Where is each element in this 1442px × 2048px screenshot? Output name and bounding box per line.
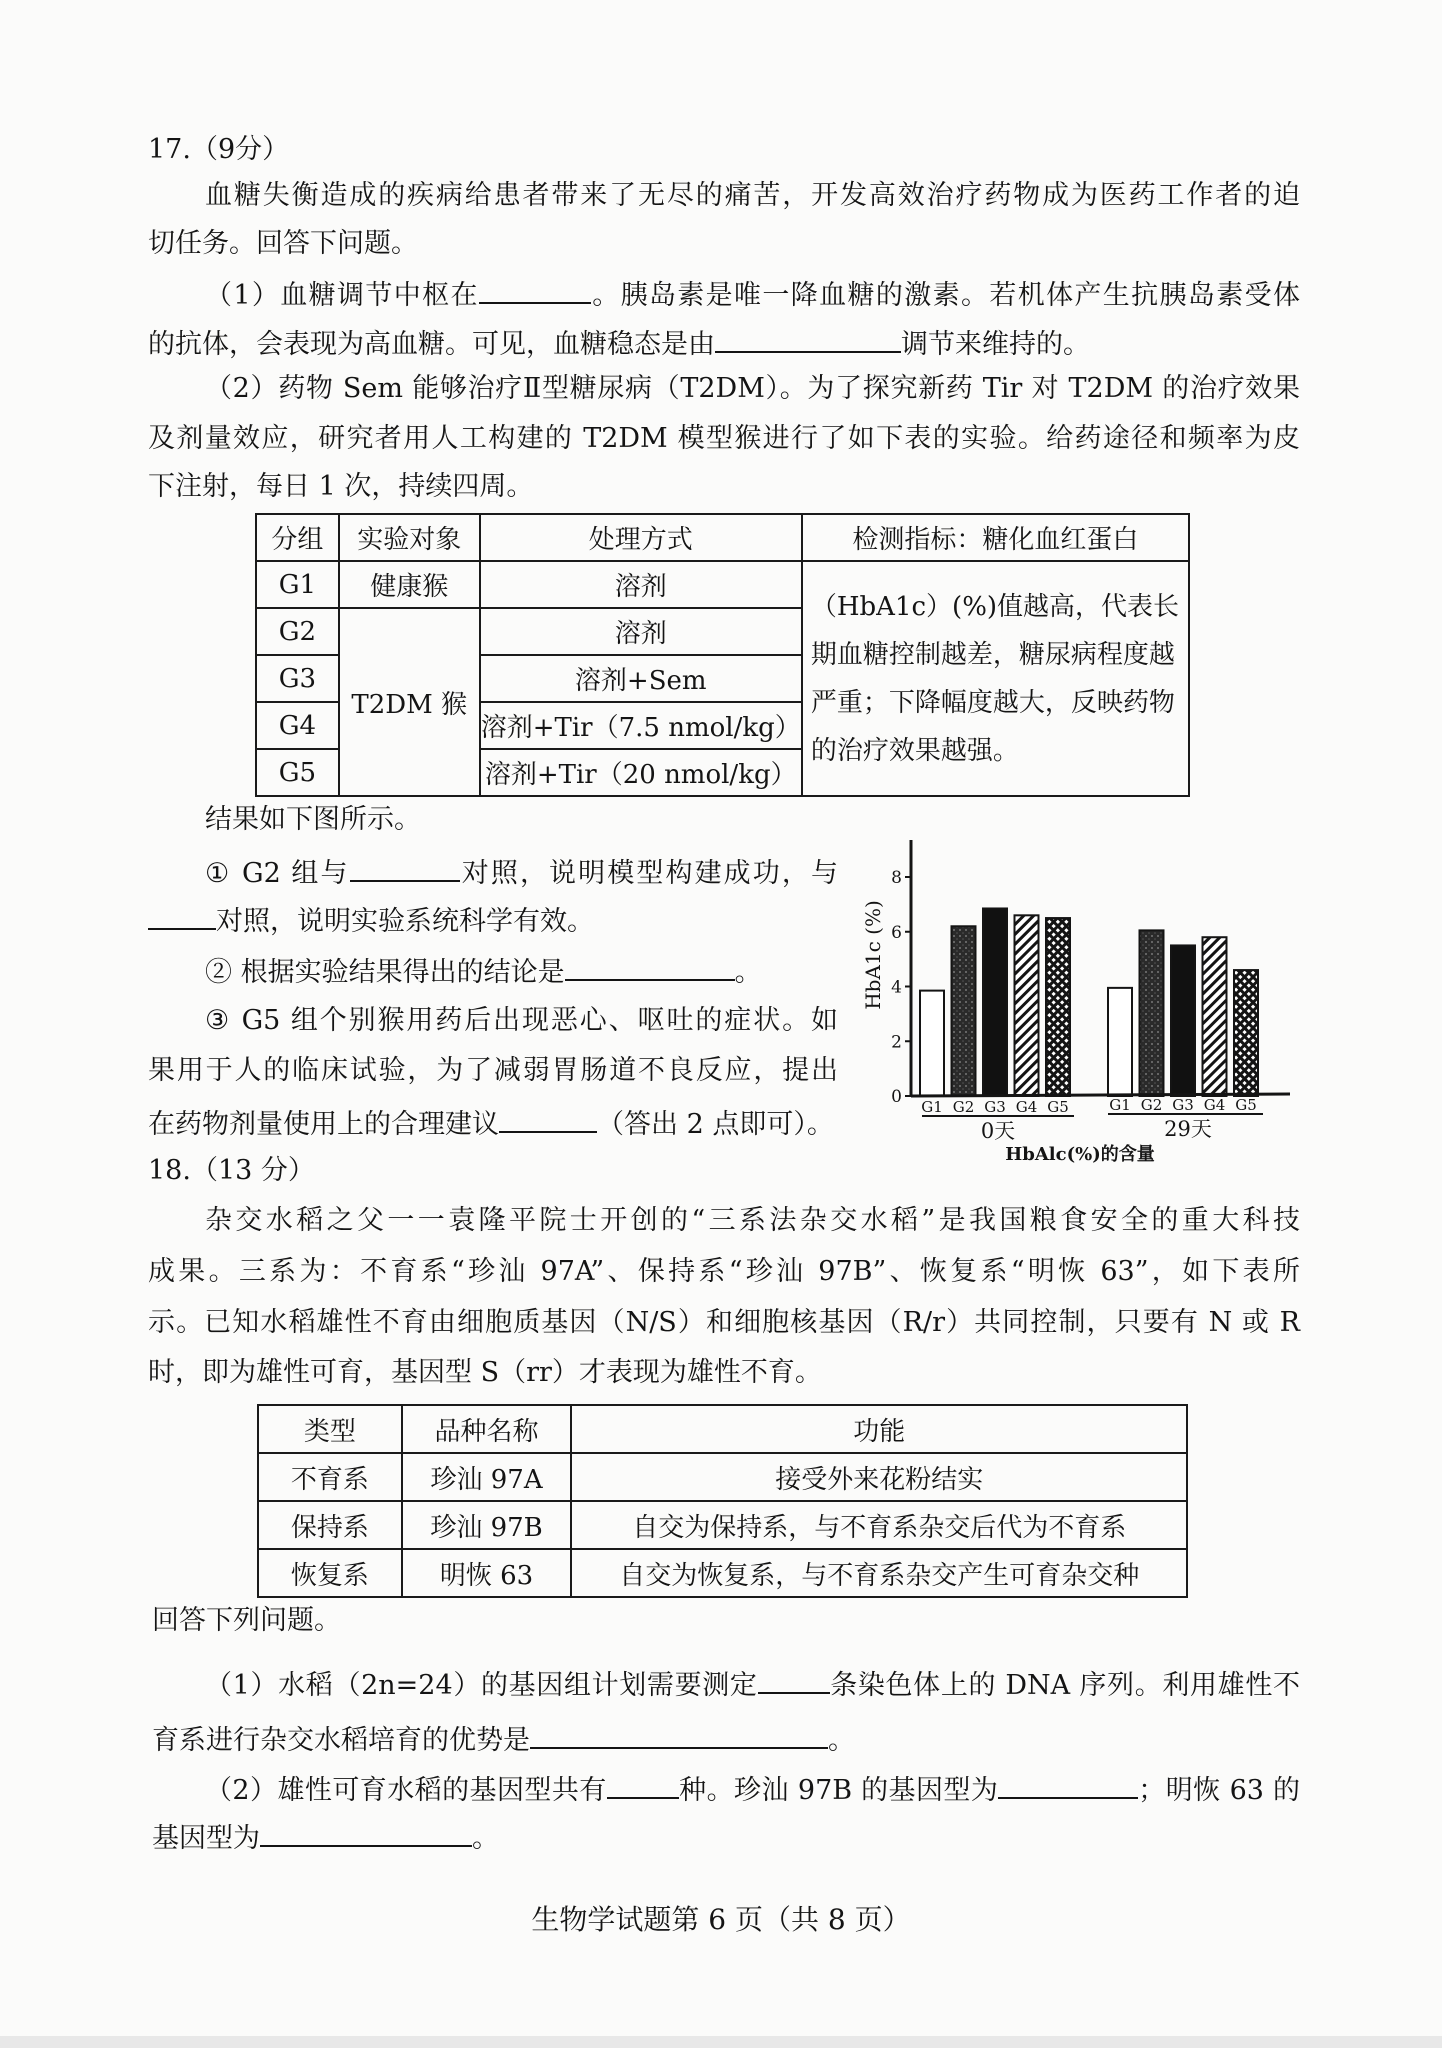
q18-p1-text-b: 条染色体上的 DNA 序列。利用雄性不: [829, 1670, 1300, 1701]
treatment-cell: 溶剂+Tir（20 nmol/kg）: [480, 749, 802, 796]
q17-p1-text-c: 的抗体，会表现为高血糖。可见，血糖稳态是由: [148, 329, 715, 360]
bar-29天-G1: [1108, 988, 1132, 1096]
table-header-row: [256, 514, 1189, 561]
q17-intro-line2: 切任务。回答下问题。: [148, 228, 418, 259]
treatment-cell: 溶剂: [480, 561, 802, 608]
bar-29天-G4: [1203, 937, 1227, 1096]
x-tick-label: G2: [952, 1098, 975, 1116]
answer-blank[interactable]: [565, 949, 735, 981]
header-cell: 处理方式: [480, 514, 802, 561]
q17-intro-line1: 血糖失衡造成的疾病给患者带来了无尽的痛苦，开发高效治疗药物成为医药工作者的迫: [205, 180, 1300, 211]
group-cell: G3: [256, 655, 339, 702]
function-cell: 自交为恢复系，与不育系杂交产生可育杂交种: [571, 1549, 1187, 1597]
bar-29天-G5: [1234, 970, 1258, 1096]
table-row: [258, 1501, 1187, 1549]
q18-title: 18.（13 分）: [148, 1155, 315, 1186]
chart-title: HbAlc(%)的含量: [1005, 1144, 1155, 1165]
q17-part2-line3: 下注射，每日 1 次，持续四周。: [148, 471, 534, 502]
answer-blank[interactable]: [998, 1767, 1138, 1799]
q17-c3-line2: 果用于人的临床试验，为了减弱胃肠道不良反应，提出: [148, 1055, 838, 1086]
treatment-cell: 溶剂+Tir（7.5 nmol/kg）: [480, 702, 802, 749]
answer-blank[interactable]: [530, 1717, 828, 1749]
q18-p1-text-a: （1）水稻（2n=24）的基因组计划需要测定: [205, 1670, 758, 1701]
q18-part1-line2: [152, 1717, 1304, 1757]
type-cell: 恢复系: [258, 1549, 402, 1597]
q18-intro-line1: 杂交水稻之父一一袁隆平院士开创的“三系法杂交水稻”是我国粮食安全的重大科技: [205, 1205, 1300, 1236]
x-tick-label: G1: [1109, 1096, 1131, 1114]
header-cell: 检测指标：糖化血红蛋白: [802, 514, 1189, 561]
group-label-0: 0天: [980, 1119, 1016, 1143]
x-tick-label: G4: [1203, 1096, 1226, 1114]
q17-c3-line3: [148, 1101, 848, 1141]
q17-p1-text-d: 调节来维持的。: [901, 329, 1090, 360]
bar-0天-G3: [983, 908, 1007, 1096]
y-tick-label: 2: [891, 1032, 902, 1053]
x-tick-label: G3: [1172, 1096, 1194, 1114]
q18-part2-line2: [152, 1815, 1304, 1855]
answer-blank[interactable]: [607, 1767, 679, 1799]
group-cell: G2: [256, 608, 339, 655]
q18-p2-text-a: （2）雄性可育水稻的基因型共有: [205, 1775, 607, 1806]
answer-blank[interactable]: [479, 272, 591, 304]
q17-c1-line1: [205, 850, 838, 890]
variety-cell: 珍汕 97A: [402, 1453, 572, 1501]
answer-blank[interactable]: [758, 1662, 830, 1694]
table-row: [258, 1453, 1187, 1501]
y-tick-label: 0: [891, 1087, 902, 1107]
x-tick-label: G4: [1015, 1098, 1038, 1116]
q18-p2-text-d: 基因型为: [152, 1823, 260, 1854]
bar-0天-G5: [1046, 918, 1070, 1096]
q18-p2-text-e: 。: [472, 1823, 499, 1854]
variety-cell: 珍汕 97B: [402, 1501, 572, 1549]
scan-edge: [0, 2036, 1442, 2048]
y-tick-label: 4: [891, 977, 902, 998]
x-tick-label: G1: [921, 1098, 943, 1116]
bar-29天-G3: [1171, 945, 1195, 1096]
q17-c6-text-b: （答出 2 点即可）。: [597, 1109, 834, 1140]
y-axis-label: HbA1c (%): [861, 900, 885, 1010]
x-tick-label: G2: [1140, 1096, 1163, 1114]
group-cell: G1: [256, 561, 339, 608]
table-row: [258, 1549, 1187, 1597]
q17-c2-line: [205, 949, 838, 989]
q17-part1-line2: [148, 321, 1300, 361]
bar-0天-G1: [920, 991, 944, 1096]
q17-p1-text-b: 。胰岛素是唯一降血糖的激素。若机体产生抗胰岛素受体: [590, 280, 1300, 311]
experiment-table: [255, 513, 1190, 797]
q17-c1-text-b: 对照，说明模型构建成功，与: [459, 858, 838, 889]
answer-blank[interactable]: [499, 1101, 597, 1133]
q18-intro-line3: 示。已知水稻雄性不育由细胞质基因（N/S）和细胞核基因（R/r）共同控制，只要有 N 或 R: [148, 1307, 1300, 1338]
type-cell: 不育系: [258, 1453, 402, 1501]
header-cell: 分组: [256, 514, 339, 561]
q18-answer-prompt: 回答下列问题。: [152, 1605, 341, 1636]
treatment-cell: 溶剂+Sem: [480, 655, 802, 702]
header-cell: 功能: [571, 1405, 1187, 1453]
group-cell: G4: [256, 702, 339, 749]
variety-cell: 明恢 63: [402, 1549, 572, 1597]
page-footer: 生物学试题第 6 页（共 8 页）: [531, 1903, 911, 1936]
answer-blank[interactable]: [260, 1815, 472, 1847]
x-tick-label: G5: [1047, 1098, 1069, 1116]
treatment-cell: 溶剂: [480, 608, 802, 655]
q17-title: 17.（9分）: [148, 134, 290, 165]
answer-blank[interactable]: [148, 898, 216, 930]
q18-intro-line4: 时，即为雄性可育，基因型 S（rr）才表现为雄性不育。: [148, 1357, 822, 1388]
function-cell: 自交为保持系，与不育系杂交后代为不育系: [571, 1501, 1187, 1549]
x-axis: [911, 1094, 1290, 1096]
table-row: [256, 561, 1189, 608]
q18-part1-line1: [205, 1662, 1300, 1702]
q18-p2-text-b: 种。珍汕 97B 的基因型为: [678, 1775, 999, 1806]
bar-0天-G4: [1015, 915, 1039, 1096]
header-cell: 实验对象: [339, 514, 480, 561]
q18-part2-line1: [205, 1767, 1300, 1807]
answer-blank[interactable]: [350, 850, 460, 882]
bar-0天-G2: [952, 926, 976, 1096]
subject-cell: 健康猴: [339, 561, 480, 608]
result-caption: 结果如下图所示。: [205, 804, 421, 835]
q17-part2-line2: 及剂量效应，研究者用人工构建的 T2DM 模型猴进行了如下表的实验。给药途径和频率为皮: [148, 423, 1300, 454]
q18-p2-text-c: ；明恢 63 的: [1138, 1775, 1300, 1806]
q17-p1-text-a: （1）血糖调节中枢在: [205, 280, 479, 311]
indicator-description: （HbA1c）(%)值越高，代表长期血糖控制越差，糖尿病程度越严重；下降幅度越大，反映药物的治疗效果越强。: [802, 561, 1189, 796]
subject-cell: T2DM 猴: [339, 608, 480, 796]
function-cell: 接受外来花粉结实: [571, 1453, 1187, 1501]
answer-blank[interactable]: [715, 321, 901, 353]
group-cell: G5: [256, 749, 339, 796]
q17-c1-line2: [148, 898, 838, 938]
x-tick-label: G5: [1235, 1096, 1257, 1114]
q17-part1-line1: [205, 272, 1300, 312]
type-cell: 保持系: [258, 1501, 402, 1549]
rice-lines-table: [257, 1404, 1188, 1598]
y-tick-label: 6: [891, 922, 902, 943]
table-header-row: [258, 1405, 1187, 1453]
q17-c2-text: 对照，说明实验系统科学有效。: [216, 906, 594, 937]
x-tick-label: G3: [984, 1098, 1006, 1116]
group-label-1: 29天: [1164, 1117, 1212, 1141]
q17-c6-text-a: 在药物剂量使用上的合理建议: [148, 1109, 499, 1140]
header-cell: 类型: [258, 1405, 402, 1453]
y-tick-label: 8: [891, 868, 902, 888]
q17-c1-text-a: ① G2 组与: [205, 858, 350, 889]
q18-p1-text-c: 育系进行杂交水稻培育的优势是: [152, 1725, 530, 1756]
q17-c3-line1: ③ G5 组个别猴用药后出现恶心、呕吐的症状。如: [205, 1005, 838, 1036]
q17-c3-text-b: 。: [734, 957, 762, 988]
q17-part2-line1: （2）药物 Sem 能够治疗Ⅱ型糖尿病（T2DM）。为了探究新药 Tir 对 T2DM 的治疗效果: [205, 373, 1300, 404]
bar-29天-G2: [1140, 930, 1164, 1096]
q18-p1-text-d: 。: [828, 1725, 855, 1756]
header-cell: 品种名称: [402, 1405, 572, 1453]
q17-c3-text-a: ② 根据实验结果得出的结论是: [205, 957, 565, 988]
q18-intro-line2: 成果。三系为：不育系“珍汕 97A”、保持系“珍汕 97B”、恢复系“明恢 63”，如下表所: [148, 1256, 1300, 1287]
hba1c-bar-chart: [850, 820, 1310, 1170]
